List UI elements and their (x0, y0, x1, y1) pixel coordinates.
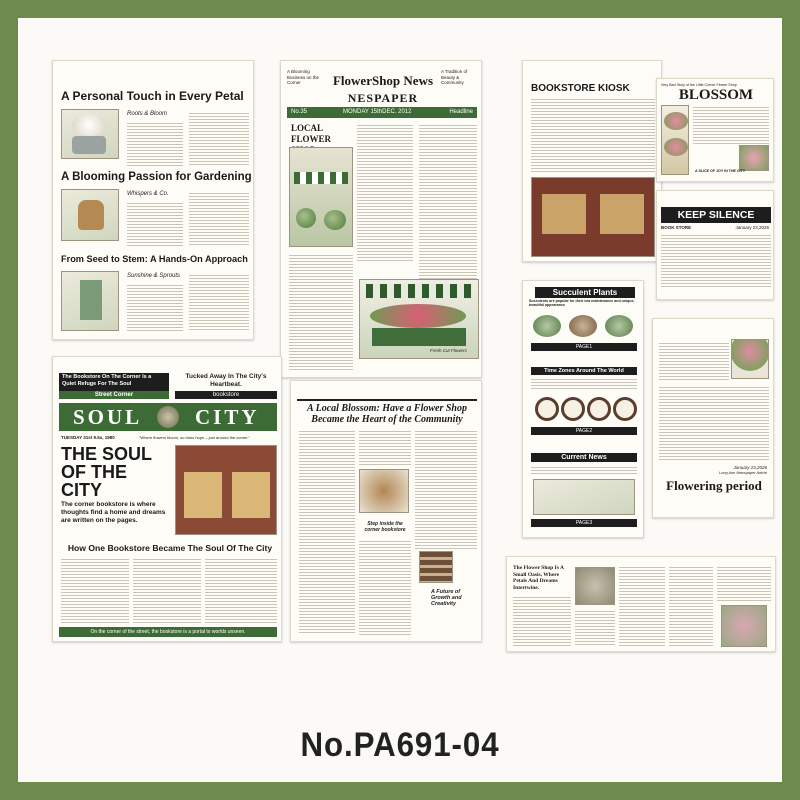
shopfront-image (289, 147, 353, 247)
potted-plant-image (739, 145, 769, 171)
text-block (531, 465, 637, 475)
bouquet-icon (370, 304, 466, 328)
window-icon (600, 194, 644, 234)
card-flowering-period (652, 318, 774, 518)
books-image (419, 551, 453, 583)
blossom-headline: A Local Blossom: Have a Flower Shop Became the Heart of the Community (306, 403, 467, 425)
card-flowershop-news (280, 60, 482, 378)
globe-icon (157, 406, 179, 428)
card1-title-2: A Blooming Passion for Gardening (61, 171, 252, 183)
cart-sign: Fresh Cut Flowers (430, 348, 467, 353)
card-bookstore-kiosk (522, 60, 662, 262)
text-block (127, 201, 183, 247)
product-code: No.PA691-04 (300, 726, 500, 764)
text-block (575, 609, 615, 647)
card1-sub-3: Sunshine & Sprouts (127, 273, 181, 279)
towel-stand-image (61, 271, 119, 331)
text-block (127, 283, 183, 331)
kiosk-title: BOOKSTORE KIOSK (531, 83, 630, 94)
text-block (61, 557, 129, 625)
flower-cart-image (731, 339, 769, 379)
text-block (359, 539, 411, 635)
towel-icon (80, 280, 102, 320)
city-word: CITY (195, 405, 260, 429)
handbag-image (359, 469, 409, 513)
text-block (189, 191, 249, 247)
keep-silence-left: BOOK STORE (661, 225, 692, 230)
succulent-icon (569, 315, 597, 337)
text-block (717, 565, 771, 601)
flowering-date: January 23,2026 (733, 465, 767, 470)
rule (297, 399, 477, 401)
text-block (531, 97, 655, 173)
soul-title2: How One Bookstore Became The Soul Of The City (67, 543, 273, 553)
soul-footer: On the corner of the street, the bookstore is a portal to worlds unseen. (59, 627, 277, 637)
soul-right-bar: bookstore (175, 391, 277, 399)
succulent-sub: Succulents are popular for their low maintenance and unique, beautiful appearance (529, 299, 635, 307)
text-block (419, 123, 477, 283)
dateline-bar (287, 107, 477, 118)
cart-body-icon (372, 328, 466, 346)
text-block (619, 565, 665, 647)
text-block (189, 111, 249, 167)
clock-icon (613, 397, 637, 421)
succulent-icon (605, 315, 633, 337)
soul-dateline: TUESDAY 31st 9.5x, 1980 (61, 435, 115, 440)
card-succulent-plants (522, 280, 644, 538)
plant-icon (324, 210, 346, 230)
card-local-blossom (290, 380, 482, 642)
text-block (357, 123, 413, 263)
store-window-icon (232, 472, 270, 518)
blossom-foot: A SLICE OF JOY IN THE CITY (695, 169, 746, 173)
gloves-icon (78, 200, 104, 230)
bookstore-image (175, 445, 277, 535)
flowering-title: Flowering period (666, 478, 762, 493)
succulent-title: Succulent Plants (535, 287, 635, 298)
blossom-title: BLOSSOM (678, 87, 754, 103)
flowers-icon (72, 114, 106, 136)
watering-can-icon (72, 136, 106, 154)
soul-left-bar: Street Corner (59, 391, 169, 399)
soul-right-box: Tucked Away In The City's Heartbeat. (185, 373, 267, 388)
news-subtitle: NESPAPER (347, 91, 419, 105)
headline-label: Headline (449, 109, 473, 115)
text-block (669, 565, 713, 647)
text-block (659, 341, 729, 381)
news-image (533, 479, 635, 515)
text-block (415, 429, 477, 549)
card1-sub-1: Roots & Bloom (127, 111, 168, 117)
soul-headline: THE SOUL OF THE CITY (61, 444, 152, 500)
blossom-side: Step inside the corner bookstore (364, 521, 406, 533)
text-block (359, 429, 411, 467)
window-icon (542, 194, 586, 234)
date-text: MONDAY 15thDEC. 2012 (343, 109, 412, 115)
product-sheet (18, 18, 782, 782)
card-blossom (656, 78, 774, 182)
current-news-title: Current News (531, 453, 637, 462)
timezone-title: Time Zones Around The World (531, 367, 637, 375)
plant-icon (296, 208, 316, 228)
right-tag: A Tradition of Beauty & Community (441, 69, 468, 85)
soul-sub: The corner bookstore is where thoughts find a home and dreams are written on the pages. (61, 501, 166, 524)
card-small-oasis (506, 556, 776, 652)
soul-left-box: The Bookstore On The Corner Is a Quiet Refuge For The Soul (59, 373, 169, 391)
blossom-tag: Very Bad Story of the Little Corner Flower Shop (661, 83, 737, 87)
clock-icon (561, 397, 585, 421)
news-title: FlowerShop News (332, 73, 434, 88)
clock-icon (587, 397, 611, 421)
box-title: LOCAL FLOWER (291, 123, 332, 144)
text-block (693, 105, 769, 145)
kiosk-image (531, 177, 655, 257)
watering-can-image (61, 109, 119, 159)
text-block (289, 253, 353, 371)
card1-title-3: From Seed to Stem: A Hands-On Approach (61, 254, 248, 264)
oasis-image (575, 567, 615, 605)
issue-number: No.35 (291, 109, 308, 115)
keep-silence-date: January 23,2026 (735, 225, 769, 230)
card-personal-touch (52, 60, 254, 340)
text-block (513, 595, 571, 647)
soul-word: SOUL (73, 405, 143, 429)
text-block (661, 233, 771, 289)
blossom-side2: A Future of Growth and Creativity (431, 589, 462, 607)
text-block (127, 121, 183, 167)
flowers-icon (664, 138, 688, 156)
keep-silence-title: KEEP SILENCE (661, 207, 771, 223)
left-tag: A Blooming Business on the Corner (287, 69, 320, 85)
text-block (133, 557, 201, 625)
text-block (189, 273, 249, 331)
soul-city-banner (59, 403, 277, 431)
card-keep-silence (656, 190, 774, 300)
text-block (659, 385, 769, 461)
clock-icon (535, 397, 559, 421)
card1-sub-2: Whispers & Co. (127, 191, 169, 197)
text-block (531, 377, 637, 391)
awning-icon (294, 172, 348, 184)
page-label-3: PAGE3 (531, 519, 637, 527)
text-block (205, 557, 277, 625)
page-label-2: PAGE2 (531, 427, 637, 435)
card1-title-1: A Personal Touch in Every Petal (61, 89, 244, 103)
page-label-1: PAGE1 (531, 343, 637, 351)
flower-stand-image (661, 105, 689, 175)
store-window-icon (184, 472, 222, 518)
card-soul-city (52, 356, 282, 642)
succulent-icon (533, 315, 561, 337)
gardening-tools-image (61, 189, 119, 241)
flowering-byline: Long Ann Newspaper Article (719, 471, 767, 475)
text-block (299, 429, 355, 635)
flower-cart-image (721, 605, 767, 647)
flower-cart-image (359, 279, 479, 359)
soul-quote: "Where flowers bloom, so does hope – just around the corner." (139, 435, 250, 440)
flowers-icon (664, 112, 688, 130)
cart-awning-icon (366, 284, 472, 298)
oasis-title: The Flower Shop Is A Small Oasis, Where Petals And Dreams Intertwine. (513, 565, 564, 591)
